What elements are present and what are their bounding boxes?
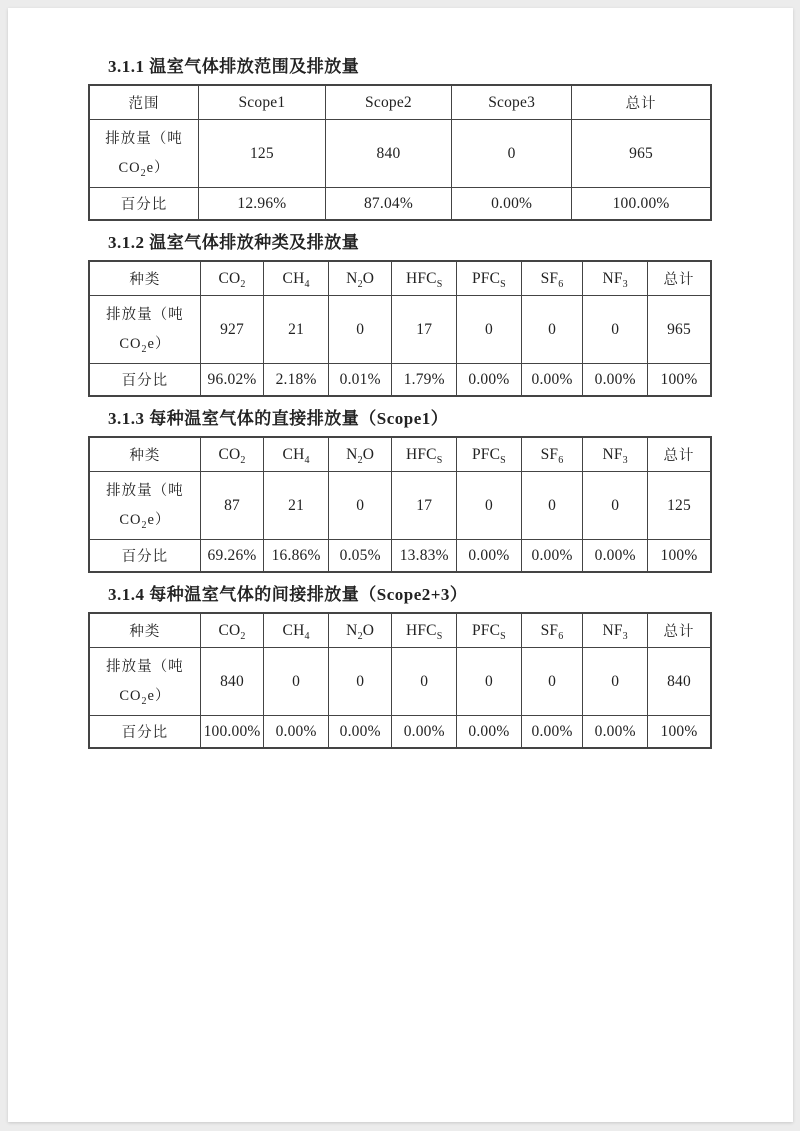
percent-row-label: 百分比 bbox=[89, 716, 200, 749]
emission-row bbox=[89, 120, 711, 188]
emission-value-cell: 0 bbox=[457, 296, 522, 364]
emission-value-cell: 840 bbox=[325, 120, 451, 188]
column-header-sf6: $SF_6$ bbox=[521, 613, 583, 648]
emission-row-label bbox=[89, 296, 200, 364]
column-header-total: 总计 bbox=[648, 613, 711, 648]
emission-row bbox=[89, 648, 711, 716]
section-3-1-1 bbox=[8, 57, 793, 221]
column-header-total: 总计 bbox=[648, 437, 711, 472]
percent-value-cell: 0.00% bbox=[457, 540, 522, 573]
percent-value-cell: 100% bbox=[648, 364, 711, 397]
corner-header-cell: 范围 bbox=[89, 85, 198, 120]
emission-row bbox=[89, 472, 711, 540]
percent-row bbox=[89, 188, 711, 221]
percent-value-cell: 0.00% bbox=[583, 716, 648, 749]
column-header-total: 总计 bbox=[648, 261, 711, 296]
percent-value-cell: 16.86% bbox=[264, 540, 329, 573]
emission-value-cell: 21 bbox=[264, 472, 329, 540]
document-page bbox=[8, 8, 793, 1122]
percent-value-cell: 0.05% bbox=[328, 540, 391, 573]
table-header-row bbox=[89, 261, 711, 296]
column-header-sf6: $SF_6$ bbox=[521, 261, 583, 296]
emission-value-cell: 0 bbox=[583, 296, 648, 364]
section-heading-indirect-emissions: 3.1.4 每种温室气体的间接排放量（Scope2+3） bbox=[108, 585, 468, 604]
emission-value-cell: 0 bbox=[264, 648, 329, 716]
percent-value-cell: 0.00% bbox=[328, 716, 391, 749]
percent-value-cell: 0.00% bbox=[583, 540, 648, 573]
percent-value-cell: 87.04% bbox=[325, 188, 451, 221]
emission-value-cell: 0 bbox=[328, 648, 391, 716]
column-header-ch4: $CH_4$ bbox=[264, 613, 329, 648]
column-header-nf3: $NF_3$ bbox=[583, 613, 648, 648]
column-header-pfcs: $PFC_S$ bbox=[457, 613, 522, 648]
emission-value-cell: 125 bbox=[648, 472, 711, 540]
percent-row-label: 百分比 bbox=[89, 540, 200, 573]
emission-value-cell: 17 bbox=[392, 296, 457, 364]
percent-value-cell: 100.00% bbox=[200, 716, 263, 749]
column-header-ch4: $CH_4$ bbox=[264, 437, 329, 472]
emission-row-label bbox=[89, 472, 200, 540]
column-header-n2o: $N_2O$ bbox=[328, 261, 391, 296]
emission-value-cell: 0 bbox=[392, 648, 457, 716]
table-header-row bbox=[89, 613, 711, 648]
percent-row bbox=[89, 540, 711, 573]
column-header-hfcs: $HFC_S$ bbox=[392, 437, 457, 472]
percent-value-cell: 0.00% bbox=[521, 716, 583, 749]
column-header-scope1: Scope1 bbox=[198, 85, 325, 120]
percent-value-cell: 0.00% bbox=[392, 716, 457, 749]
table-header-row bbox=[89, 85, 711, 120]
percent-value-cell: 0.00% bbox=[521, 540, 583, 573]
percent-row-label: 百分比 bbox=[89, 188, 198, 221]
section-3-1-3 bbox=[8, 409, 793, 573]
percent-value-cell: 2.18% bbox=[264, 364, 329, 397]
section-heading-gas-types: 3.1.2 温室气体排放种类及排放量 bbox=[108, 233, 360, 252]
column-header-ch4: $CH_4$ bbox=[264, 261, 329, 296]
section-heading-direct-emissions: 3.1.3 每种温室气体的直接排放量（Scope1） bbox=[108, 409, 449, 428]
percent-row bbox=[89, 364, 711, 397]
emission-value-cell: 927 bbox=[200, 296, 263, 364]
column-header-n2o: $N_2O$ bbox=[328, 613, 391, 648]
percent-value-cell: 96.02% bbox=[200, 364, 263, 397]
row-label-line: 排放量（吨 bbox=[105, 130, 183, 147]
emission-value-cell: 0 bbox=[521, 648, 583, 716]
scope1-direct-emissions-table bbox=[88, 436, 712, 573]
emission-value-cell: 0 bbox=[452, 120, 572, 188]
emission-value-cell: 0 bbox=[328, 296, 391, 364]
row-label-line: 排放量（吨 bbox=[106, 658, 184, 675]
emission-value-cell: 840 bbox=[200, 648, 263, 716]
column-header-total: 总计 bbox=[572, 85, 711, 120]
emission-value-cell: 840 bbox=[648, 648, 711, 716]
emission-value-cell: 0 bbox=[521, 472, 583, 540]
percent-value-cell: 0.00% bbox=[457, 364, 522, 397]
section-3-1-2 bbox=[8, 233, 793, 397]
section-heading-scope-summary: 3.1.1 温室气体排放范围及排放量 bbox=[108, 57, 360, 76]
emission-value-cell: 0 bbox=[328, 472, 391, 540]
emission-value-cell: 125 bbox=[198, 120, 325, 188]
emission-row-label bbox=[89, 120, 198, 188]
row-label-line: 排放量（吨 bbox=[106, 482, 184, 499]
column-header-n2o: $N_2O$ bbox=[328, 437, 391, 472]
percent-value-cell: 0.01% bbox=[328, 364, 391, 397]
percent-value-cell: 100% bbox=[648, 716, 711, 749]
percent-value-cell: 0.00% bbox=[264, 716, 329, 749]
percent-row bbox=[89, 716, 711, 749]
column-header-sf6: $SF_6$ bbox=[521, 437, 583, 472]
emission-value-cell: 0 bbox=[583, 472, 648, 540]
column-header-co2: $CO_2$ bbox=[200, 613, 263, 648]
percent-value-cell: 0.00% bbox=[452, 188, 572, 221]
emission-value-cell: 0 bbox=[521, 296, 583, 364]
percent-value-cell: 1.79% bbox=[392, 364, 457, 397]
percent-value-cell: 0.00% bbox=[583, 364, 648, 397]
emission-value-cell: 87 bbox=[200, 472, 263, 540]
emission-row-label bbox=[89, 648, 200, 716]
column-header-co2: $CO_2$ bbox=[200, 261, 263, 296]
percent-value-cell: 13.83% bbox=[392, 540, 457, 573]
table-header-row bbox=[89, 437, 711, 472]
emission-value-cell: 965 bbox=[648, 296, 711, 364]
corner-header-cell: 种类 bbox=[89, 613, 200, 648]
row-label-line: $CO_2e$） bbox=[119, 687, 171, 707]
emission-value-cell: 17 bbox=[392, 472, 457, 540]
column-header-co2: $CO_2$ bbox=[200, 437, 263, 472]
percent-value-cell: 0.00% bbox=[457, 716, 522, 749]
emission-value-cell: 21 bbox=[264, 296, 329, 364]
column-header-hfcs: $HFC_S$ bbox=[392, 261, 457, 296]
emission-value-cell: 0 bbox=[457, 472, 522, 540]
scope2-3-indirect-emissions-table bbox=[88, 612, 712, 749]
corner-header-cell: 种类 bbox=[89, 437, 200, 472]
row-label-line: $CO_2e$） bbox=[118, 159, 170, 179]
percent-value-cell: 0.00% bbox=[521, 364, 583, 397]
column-header-nf3: $NF_3$ bbox=[583, 437, 648, 472]
emission-row bbox=[89, 296, 711, 364]
percent-value-cell: 69.26% bbox=[200, 540, 263, 573]
scope-emissions-table bbox=[88, 84, 712, 221]
percent-value-cell: 100% bbox=[648, 540, 711, 573]
column-header-pfcs: $PFC_S$ bbox=[457, 437, 522, 472]
column-header-scope3: Scope3 bbox=[452, 85, 572, 120]
column-header-pfcs: $PFC_S$ bbox=[457, 261, 522, 296]
row-label-line: 排放量（吨 bbox=[106, 306, 184, 323]
row-label-line: $CO_2e$） bbox=[119, 335, 171, 355]
column-header-scope2: Scope2 bbox=[325, 85, 451, 120]
row-label-line: $CO_2e$） bbox=[119, 511, 171, 531]
column-header-hfcs: $HFC_S$ bbox=[392, 613, 457, 648]
percent-value-cell: 100.00% bbox=[572, 188, 711, 221]
percent-row-label: 百分比 bbox=[89, 364, 200, 397]
section-3-1-4 bbox=[8, 585, 793, 749]
emission-value-cell: 0 bbox=[583, 648, 648, 716]
emission-value-cell: 965 bbox=[572, 120, 711, 188]
column-header-nf3: $NF_3$ bbox=[583, 261, 648, 296]
emission-value-cell: 0 bbox=[457, 648, 522, 716]
gas-type-emissions-table bbox=[88, 260, 712, 397]
corner-header-cell: 种类 bbox=[89, 261, 200, 296]
percent-value-cell: 12.96% bbox=[198, 188, 325, 221]
